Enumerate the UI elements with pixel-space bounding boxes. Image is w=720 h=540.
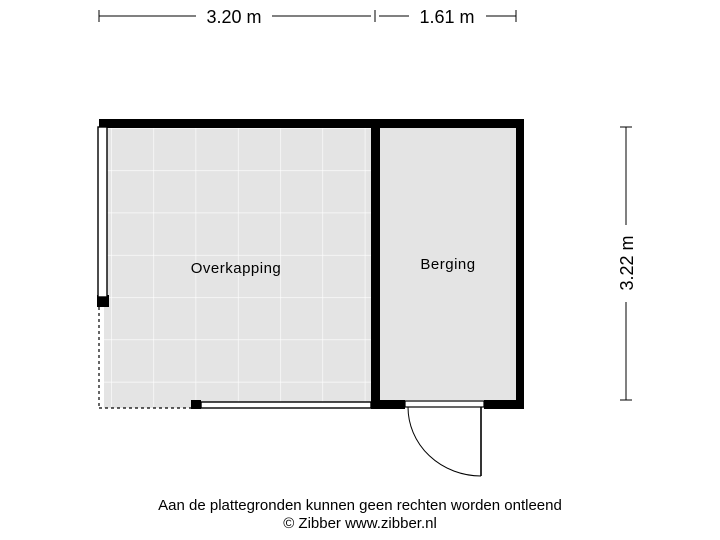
copyright-text: © Zibber www.zibber.nl [283,515,437,532]
room-label-berging: Berging [420,256,476,273]
berging-bottom-wall-right [484,400,524,409]
partition-wall [371,119,380,409]
width-right-label: 1.61 m [419,7,475,27]
overkapping-bottom-wall-left [191,400,201,409]
berging-bottom-wall-left [371,400,405,409]
width-left-label: 3.20 m [206,7,262,27]
height-label: 3.22 m [617,235,637,291]
disclaimer-text: Aan de plattegronden kunnen geen rechten worden ontleend [158,497,562,514]
left-window [98,127,107,297]
berging-door [405,401,484,476]
top-wall [99,119,524,128]
right-wall [516,119,524,409]
room-label-overkapping: Overkapping [190,260,282,277]
bottom-window [201,402,371,408]
